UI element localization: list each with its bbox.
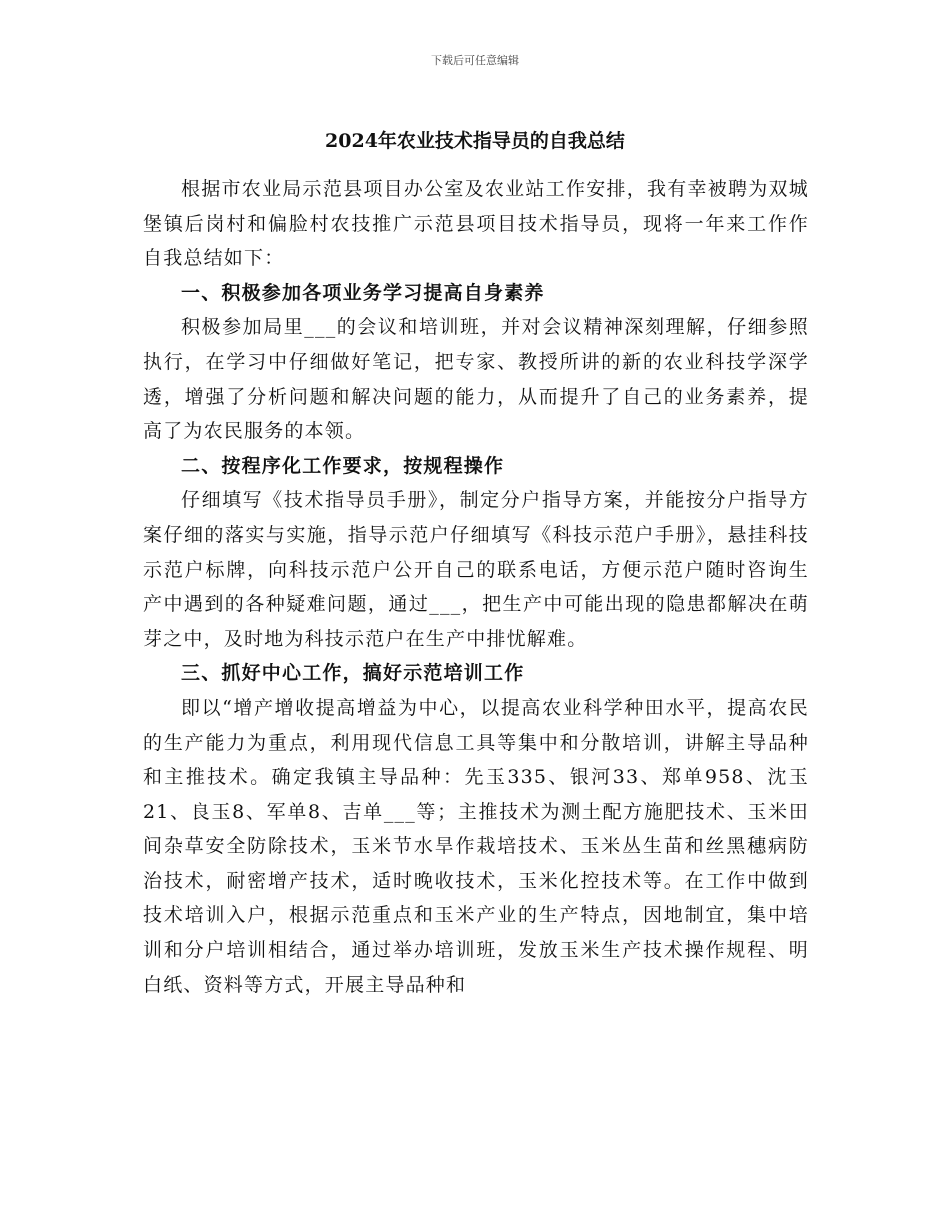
section-1-heading: 一、积极参加各项业务学习提高自身素养 bbox=[181, 281, 545, 304]
page-header-note: 下载后可任意编辑 bbox=[431, 54, 519, 67]
section-2-paragraph: 仔细填写《技术指导员手册》，制定分户指导方案，并能按分户指导方案仔细的落实与实施，指导示范户仔细填写《科技示范户手册》，悬挂科技示范户标牌，向科技示范户公开自己的联系电话，方便示范户随时咨询生产中遇到的各种疑难问题，通过___，把生产中可能出现的隐患都解决在萌芽之中，及时地为科技示范户在生产中排忧解难。 bbox=[143, 489, 809, 650]
section-3-heading: 三、抓好中心工作，搞好示范培训工作 bbox=[181, 662, 525, 685]
section-3-paragraph: 即以“增产增收提高增益为中心，以提高农业科学种田水平，提高农民的生产能力为重点，利用现代信息工具等集中和分散培训，讲解主导品种和主推技术。确定我镇主导品种：先玉335、银河33、郑单958、沈玉21、良玉8、军单8、吉单___等；主推技术为测土配方施肥技术、玉米田间杂草安全防除技术，玉米节水旱作栽培技术、玉米丛生苗和丝黑穗病防治技术，耐密增产技术，适时晚收技术，玉米化控技术等。在工作中做到技术培训入户，根据示范重点和玉米产业的生产特点，因地制宜，集中培训和分户培训相结合，通过举办培训班，发放玉米生产技术操作规程、明白纸、资料等方式，开展主导品种和 bbox=[143, 696, 809, 996]
document-title: 2024年农业技术指导员的自我总结 bbox=[325, 130, 625, 152]
intro-paragraph: 根据市农业局示范县项目办公室及农业站工作安排，我有幸被聘为双城堡镇后岗村和偏脸村农技推广示范县项目技术指导员，现将一年来工作作自我总结如下： bbox=[143, 178, 809, 270]
document-body bbox=[143, 172, 809, 1002]
section-2-heading: 二、按程序化工作要求，按规程操作 bbox=[181, 454, 505, 477]
section-1-paragraph: 积极参加局里___的会议和培训班，并对会议精神深刻理解，仔细参照执行，在学习中仔细做好笔记，把专家、教授所讲的新的农业科技学深学透，增强了分析问题和解决问题的能力，从而提升了自己的业务素养，提高了为农民服务的本领。 bbox=[143, 316, 809, 443]
